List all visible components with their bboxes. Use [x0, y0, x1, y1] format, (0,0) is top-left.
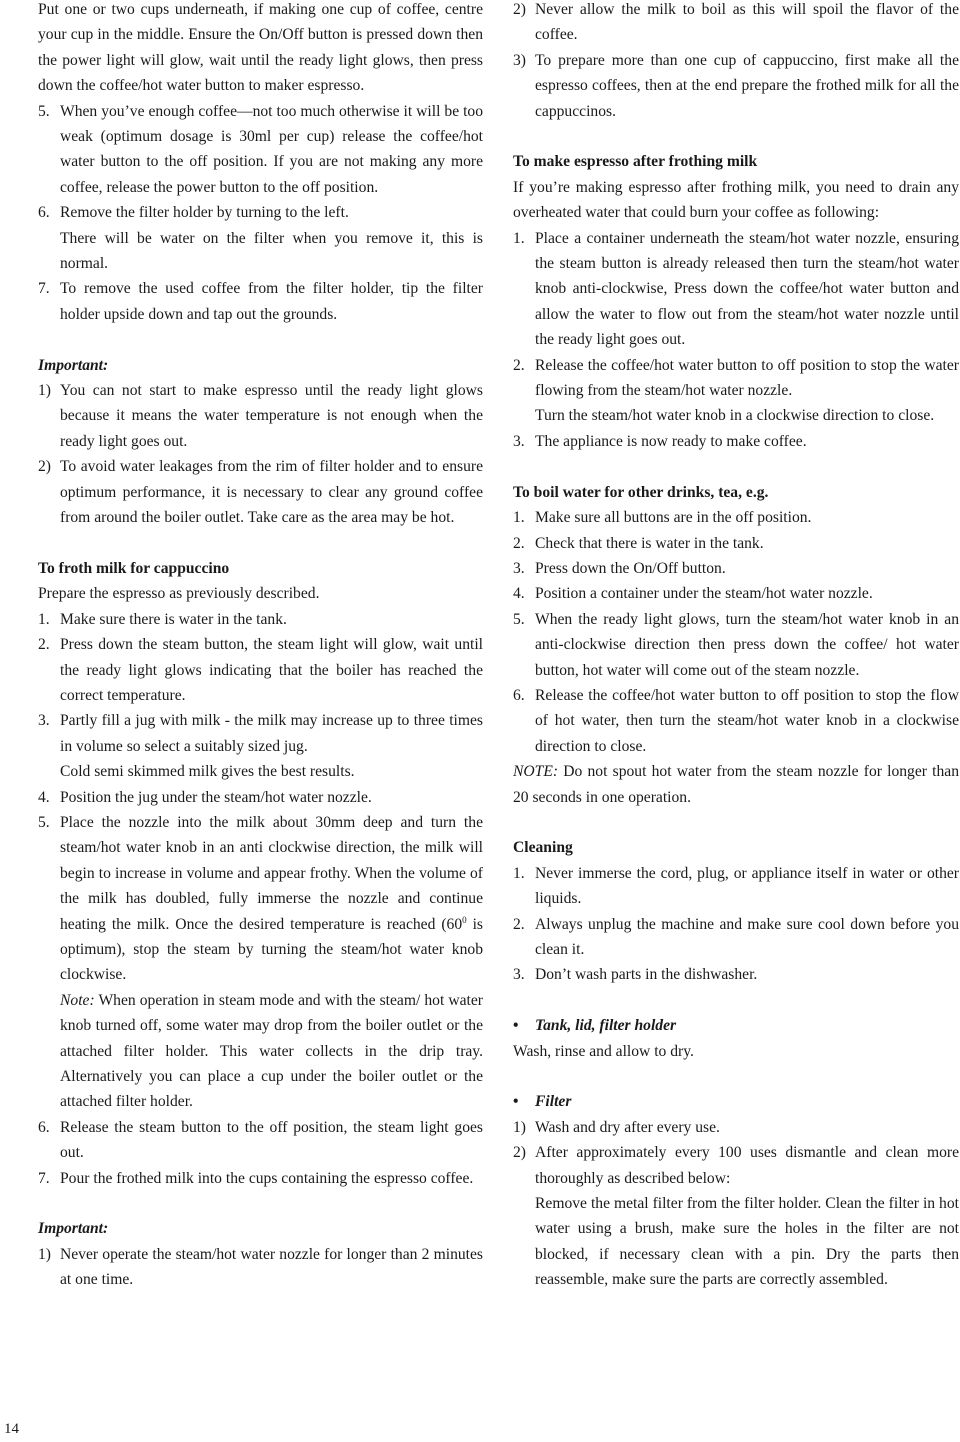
list-item	[513, 226, 959, 353]
step-text: Position a container under the steam/hot water nozzle.	[535, 585, 873, 603]
step-text: Press down the On/Off button.	[535, 559, 726, 577]
list-item	[38, 200, 483, 225]
step-text: Make sure all buttons are in the off position.	[535, 509, 812, 527]
note-paragraph	[513, 759, 959, 810]
list-item	[513, 48, 959, 124]
boil-water-heading: To boil water for other drinks, tea, e.g.	[513, 483, 769, 501]
step-text: The appliance is now ready to make coffee.	[535, 432, 807, 450]
step-text: When you’ve enough coffee—not too much otherwise it will be too weak (optimum dosage is 30ml per cup) release the coffee/hot water button to the off position. If you are not making any more coffee, release the power button to the off position.	[60, 102, 483, 196]
note-label: Note:	[60, 991, 95, 1009]
step-number: 3.	[513, 559, 525, 577]
list-item	[513, 0, 959, 48]
step-number: 6.	[513, 686, 525, 704]
right-column	[513, 0, 959, 1293]
step-note: There will be water on the filter when you remove it, this is normal.	[60, 229, 483, 273]
step-text: When the ready light glows, turn the steam/hot water knob in an anti-clockwise direction then press down the coffee/ hot water button, hot water will come out of the steam nozzle.	[535, 610, 959, 679]
step-text: Remove the filter holder by turning to the left.	[60, 204, 349, 222]
step-number: 7.	[38, 1169, 50, 1187]
item-text: Never allow the milk to boil as this will spoil the flavor of the coffee.	[535, 1, 959, 44]
item-text: You can not start to make espresso until the ready light glows because it means the water temperature is not enough when the ready light goes out.	[60, 382, 483, 450]
intro-paragraph: Put one or two cups underneath, if making one cup of coffee, centre your cup in the middle. Ensure the On/Off button is pressed down then the power light will glow, wait until the ready light glows, then press down the coffee/hot water button to maker espresso.	[38, 1, 483, 95]
bullet-icon: •	[513, 1093, 519, 1111]
item-text: To avoid water leakages from the rim of filter holder and to ensure optimum performance, it is necessary to clear any ground coffee from around the boiler outlet. Take care as the area may be hot.	[60, 458, 483, 527]
list-item	[513, 353, 959, 404]
step-note: Turn the steam/hot water knob in a clockwise direction to close.	[535, 407, 935, 425]
item-note: Remove the metal filter from the filter holder. Clean the filter in hot water using a brush, make sure the holes in the filter are not blocked, if necessary clean with a pin. Dry the parts then reassemble, make sure the parts are correctly assembled.	[535, 1195, 959, 1289]
list-item	[38, 99, 483, 201]
step-number: 2.	[513, 534, 525, 552]
froth-intro: Prepare the espresso as previously described.	[38, 585, 320, 603]
step-number: 5.	[38, 813, 50, 831]
item-number: 1)	[38, 1245, 51, 1263]
item-text: Wash and dry after every use.	[535, 1118, 720, 1136]
item-number: 2)	[513, 1144, 526, 1162]
list-item	[38, 276, 483, 327]
step-number: 2.	[513, 915, 525, 933]
step-number: 1.	[513, 509, 525, 527]
step-number: 6.	[38, 1118, 50, 1136]
cleaning-heading: Cleaning	[513, 839, 573, 857]
list-item	[513, 429, 959, 454]
froth-heading: To froth milk for cappuccino	[38, 559, 230, 577]
list-item	[513, 962, 959, 987]
item-number: 3)	[513, 51, 526, 69]
tank-text: Wash, rinse and allow to dry.	[513, 1042, 694, 1060]
list-item	[513, 531, 959, 556]
important-heading: Important:	[38, 356, 109, 374]
step-number: 1.	[38, 610, 50, 628]
list-item	[38, 810, 483, 988]
list-item	[513, 861, 959, 912]
step-number: 2.	[38, 636, 50, 654]
step-note: Cold semi skimmed milk gives the best results.	[60, 763, 355, 781]
degree-superscript: 0	[462, 914, 467, 925]
note-text: When operation in steam mode and with the steam/ hot water knob turned off, some water may drop from the boiler outlet or the attached filter holder. This water collects in the drip tray. Alternatively you can place a cup under the boiler outlet or the attached filter holder.	[60, 991, 483, 1111]
step-text: Never immerse the cord, plug, or appliance itself in water or other liquids.	[535, 864, 959, 908]
step-number: 3.	[38, 712, 50, 730]
step-number: 2.	[513, 356, 525, 374]
list-item	[38, 1115, 483, 1166]
after-frothing-intro: If you’re making espresso after frothing milk, you need to drain any overheated water that could burn your coffee as following:	[513, 178, 959, 222]
note-text: Do not spout hot water from the steam nozzle for longer than 20 seconds in one operation.	[513, 763, 959, 806]
note-label: NOTE:	[513, 763, 559, 781]
step-number: 4.	[38, 788, 50, 806]
step-text: Pour the frothed milk into the cups containing the espresso coffee.	[60, 1169, 474, 1187]
step-text-part: is optimum), stop the steam by turning the steam/hot water knob clockwise.	[60, 915, 483, 984]
step-number: 4.	[513, 585, 525, 603]
step-number: 5.	[38, 102, 50, 120]
important-heading: Important:	[38, 1220, 109, 1238]
list-item	[38, 632, 483, 708]
step-text: To remove the used coffee from the filter holder, tip the filter holder upside down and tap out the grounds.	[60, 280, 483, 323]
list-item	[513, 1115, 959, 1140]
step-number: 3.	[513, 432, 525, 450]
bullet-heading	[513, 1089, 959, 1114]
filter-heading: Filter	[535, 1093, 572, 1111]
step-text: Partly fill a jug with milk - the milk may increase up to three times in volume so select a suitably sized jug.	[60, 712, 483, 755]
after-frothing-heading: To make espresso after frothing milk	[513, 153, 758, 171]
item-text: Never operate the steam/hot water nozzle for longer than 2 minutes at one time.	[60, 1245, 483, 1289]
list-item	[38, 1166, 483, 1191]
step-text: Make sure there is water in the tank.	[60, 610, 287, 628]
step-number: 3.	[513, 966, 525, 984]
list-item	[513, 607, 959, 683]
left-column	[38, 0, 483, 1293]
item-number: 1)	[38, 382, 51, 400]
step-number: 7.	[38, 280, 50, 298]
list-item	[38, 1242, 483, 1293]
bullet-heading	[513, 1013, 959, 1038]
tank-heading: Tank, lid, filter holder	[535, 1017, 677, 1035]
step-text: Release the steam button to the off position, the steam light goes out.	[60, 1118, 483, 1162]
list-item	[38, 785, 483, 810]
step-text: Don’t wash parts in the dishwasher.	[535, 966, 758, 984]
step-text: Check that there is water in the tank.	[535, 534, 764, 552]
step-text-part: Place the nozzle into the milk about 30mm deep and turn the steam/hot water knob in an anti clockwise direction, the milk will begin to increase in volume and appear frothy. When the volume of the milk has doubled, fully immerse the nozzle and continue heating the milk. Once the desired temperature is reached (60	[60, 813, 483, 933]
item-number: 1)	[513, 1118, 526, 1136]
item-text: To prepare more than one cup of cappuccino, first make all the espresso coffees, then at the end prepare the frothed milk for all the cappuccinos.	[535, 51, 959, 120]
list-item	[513, 683, 959, 759]
step-text: Place a container underneath the steam/hot water nozzle, ensuring the steam button is already released then turn the steam/hot water knob anti-clockwise, Press down the coffee/hot water button and allow the water to flow out from the steam/hot water nozzle until the ready light goes out.	[535, 229, 959, 349]
list-item	[38, 607, 483, 632]
list-item	[513, 912, 959, 963]
step-text: Release the coffee/hot water button to off position to stop the water flowing from the steam/hot water nozzle.	[535, 356, 959, 400]
list-item	[513, 1140, 959, 1191]
step-text: Always unplug the machine and make sure cool down before you clean it.	[535, 915, 959, 958]
step-number: 5.	[513, 610, 525, 628]
bullet-icon: •	[513, 1017, 519, 1035]
step-number: 1.	[513, 864, 525, 882]
step-text: Press down the steam button, the steam light will glow, wait until the ready light glows indicating that the boiler has reached the correct temperature.	[60, 636, 483, 704]
item-number: 2)	[513, 1, 526, 18]
step-text: Release the coffee/hot water button to off position to stop the flow of hot water, then turn the steam/hot water knob in a clockwise direction to close.	[535, 686, 959, 755]
step-note	[38, 988, 483, 1115]
step-text: Position the jug under the steam/hot water nozzle.	[60, 788, 372, 806]
step-text	[60, 810, 483, 988]
step-number: 6.	[38, 204, 50, 222]
list-item	[513, 505, 959, 530]
list-item	[513, 581, 959, 606]
page-number: 14	[4, 1421, 19, 1437]
list-item	[38, 378, 483, 454]
step-number: 1.	[513, 229, 525, 247]
list-item	[38, 454, 483, 530]
list-item	[38, 708, 483, 759]
item-number: 2)	[38, 458, 51, 476]
item-text: After approximately every 100 uses dismantle and clean more thoroughly as described below:	[535, 1144, 959, 1187]
list-item	[513, 556, 959, 581]
